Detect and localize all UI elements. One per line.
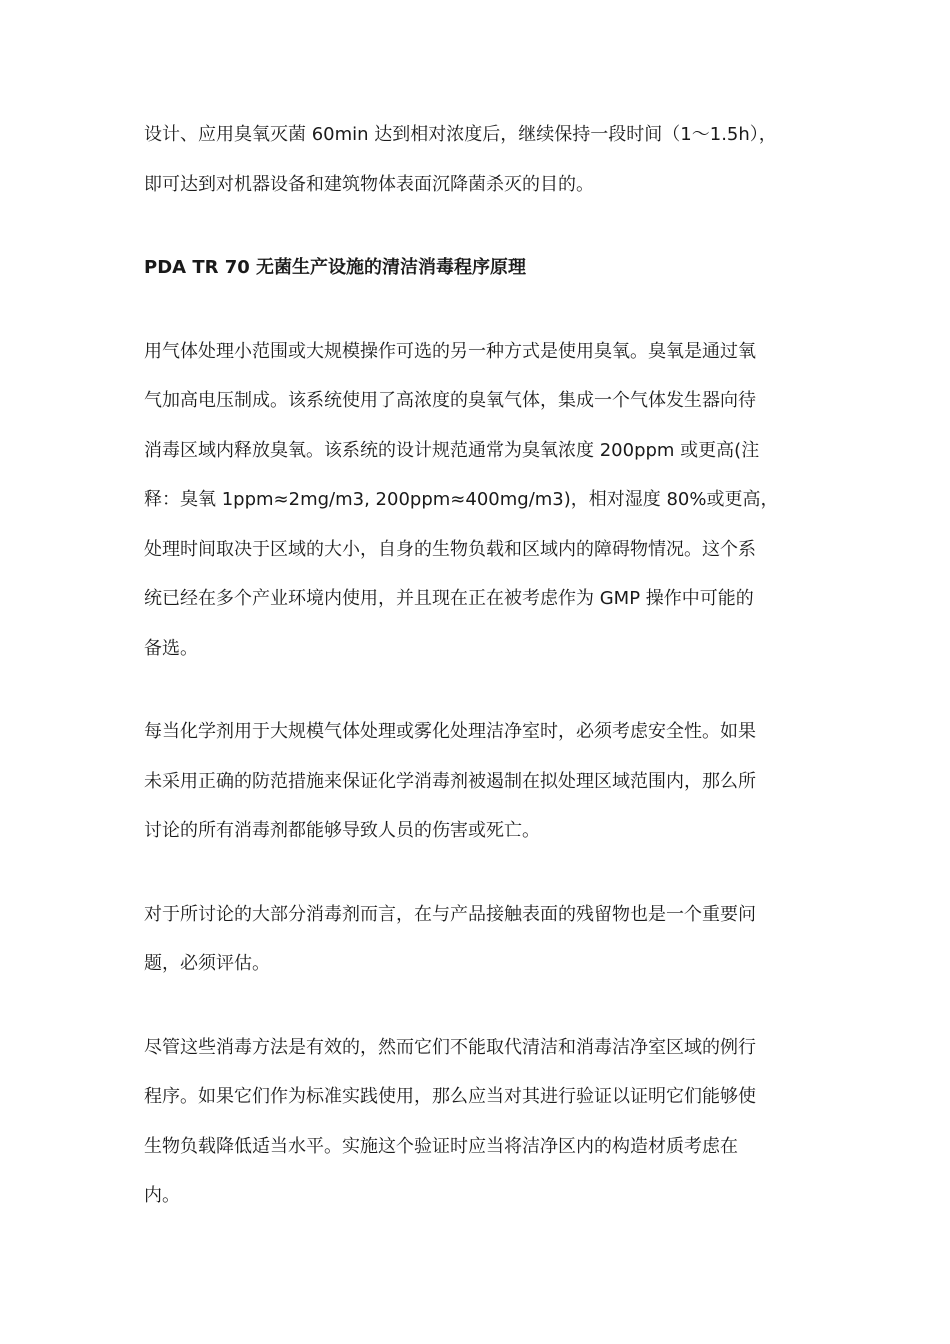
text-line: 内。 (144, 1185, 180, 1206)
text-line: 每当化学剂用于大规模气体处理或雾化处理洁净室时，必须考虑安全性。如果 (144, 721, 756, 742)
body-paragraph-validation (144, 1023, 804, 1221)
text-line: 尽管这些消毒方法是有效的，然而它们不能取代清洁和消毒洁净室区域的例行 (144, 1036, 756, 1058)
text-line: 设计、应用臭氧灭菌 60min 达到相对浓度后，继续保持一段时间（1～1.5h）， (144, 124, 777, 145)
text-line: 气加高电压制成。该系统使用了高浓度的臭氧气体，集成一个气体发生器向待 (144, 390, 756, 411)
body-paragraph-safety (144, 707, 804, 856)
text-line: 处理时间取决于区域的大小，自身的生物负载和区域内的障碍物情况。这个系 (144, 538, 756, 560)
document-content (144, 110, 804, 1255)
body-paragraph-residue (144, 890, 804, 989)
intro-paragraph (144, 110, 804, 209)
text-line: 程序。如果它们作为标准实践使用，那么应当对其进行验证以证明它们能够使 (144, 1086, 756, 1107)
text-line: 生物负载降低适当水平。实施这个验证时应当将洁净区内的构造材质考虑在 (144, 1135, 738, 1157)
section-heading: PDA TR 70 无菌生产设施的清洁消毒程序原理 (144, 257, 527, 278)
text-line: 未采用正确的防范措施来保证化学消毒剂被遏制在拟处理区域范围内，那么所 (144, 770, 756, 792)
text-line: 题，必须评估。 (144, 953, 270, 974)
text-line: 用气体处理小范围或大规模操作可选的另一种方式是使用臭氧。臭氧是通过氧 (144, 340, 756, 362)
text-line: 备选。 (144, 637, 198, 659)
text-line: 统已经在多个产业环境内使用，并且现在正在被考虑作为 GMP 操作中可能的 (144, 588, 754, 609)
text-line: 对于所讨论的大部分消毒剂而言，在与产品接触表面的残留物也是一个重要问 (144, 903, 756, 925)
text-line: 消毒区域内释放臭氧。该系统的设计规范通常为臭氧浓度 200ppm 或更高(注 (144, 439, 760, 461)
body-paragraph-ozone (144, 327, 804, 674)
text-line: 讨论的所有消毒剂都能够导致人员的伤害或死亡。 (144, 820, 540, 841)
text-line: 释：臭氧 1ppm≈2mg/m3, 200ppm≈400mg/m3)，相对湿度 80%或更高， (144, 489, 779, 510)
text-line: 即可达到对机器设备和建筑物体表面沉降菌杀灭的目的。 (144, 173, 594, 195)
